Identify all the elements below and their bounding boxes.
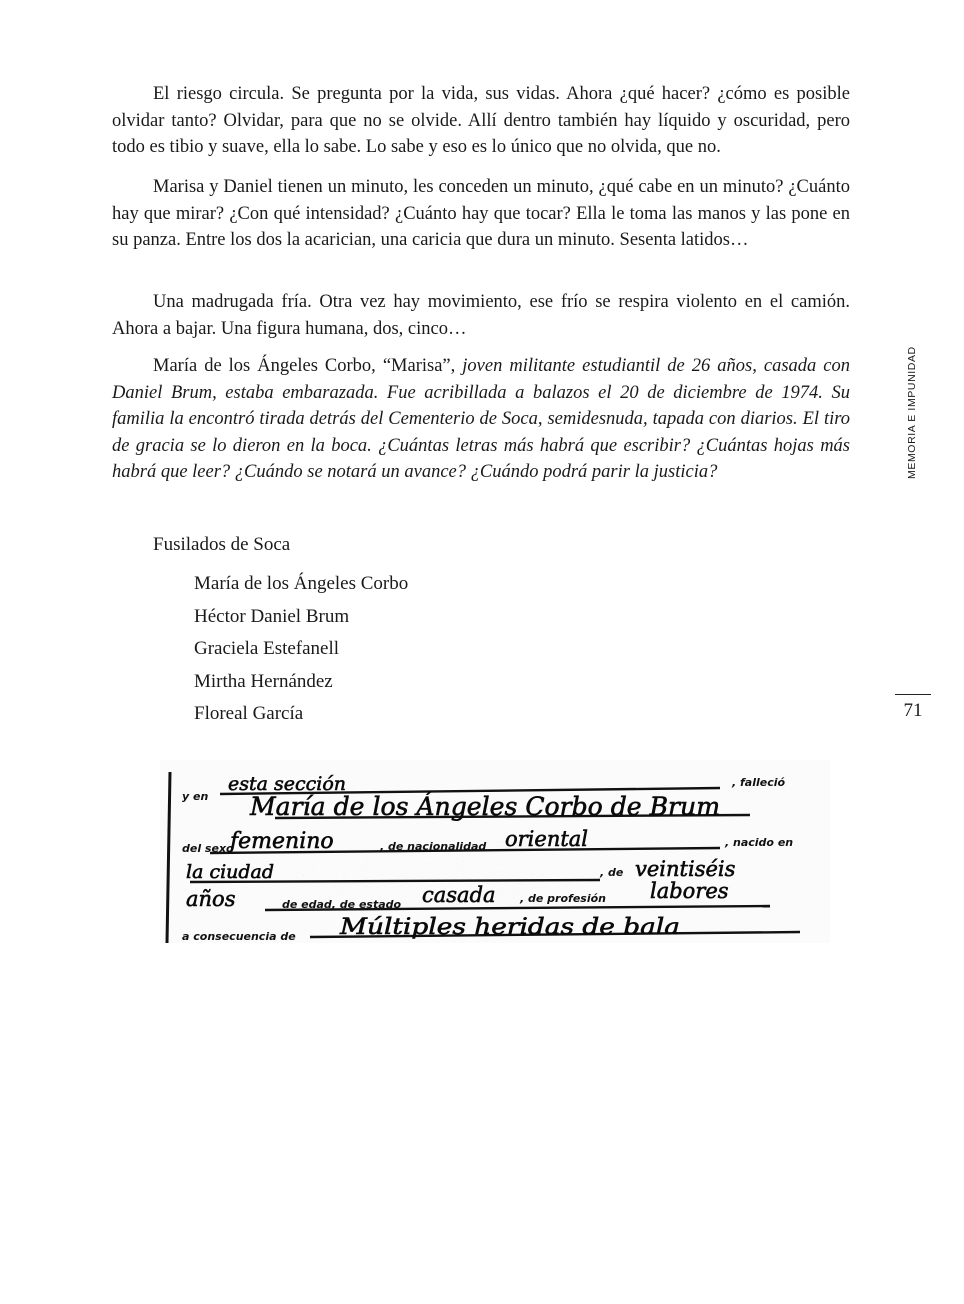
list-item: Mirtha Hernández [194,670,333,692]
handwritten-entry: años [186,887,236,911]
form-label: , nacido en [725,836,794,849]
form-label: , de nacionalidad [380,840,487,853]
death-certificate-scan [160,760,830,943]
list-item: Floreal García [194,703,304,724]
list-heading: Fusilados de Soca [153,534,291,555]
handwritten-entry: veintiséis [635,857,736,881]
form-label: del sexo [182,842,234,855]
handwritten-entry: labores [650,879,729,903]
page-number-rule [895,694,931,695]
form-label: , de [600,866,624,879]
closing-paragraph-italic: joven militante estudiantil de 26 años, casada con Daniel Brum, estaba embarazada. Fue acribillada a balazos el 20 de diciembre de 1974. Su familia la encontró tirada detrás del Cementerio de Soca, semidesnuda, tapada con diarios. El tiro de gracia se lo dieron en la boca. ¿Cuántas letras más habrá que escribir? ¿Cuántas hojas más habrá que leer? ¿Cuándo se notará un avance? ¿Cuándo podrá parir la justicia? [112,356,851,482]
form-label: y en [182,790,209,803]
handwritten-entry: Múltiples heridas de bala [338,915,680,940]
handwritten-entry: oriental [505,827,589,851]
handwritten-entry: femenino [230,829,334,854]
closing-paragraph [112,353,850,486]
form-label: a consecuencia de [182,930,296,943]
form-label: de edad, de estado [282,898,402,911]
list-item: María de los Ángeles Corbo [194,573,409,594]
list-item: Héctor Daniel Brum [194,605,350,627]
handwritten-entry: casada [422,883,496,907]
form-label: , de profesión [520,892,606,905]
closing-paragraph-roman: María de los Ángeles Corbo, “Marisa”, [153,356,456,376]
paragraph: El riesgo circula. Se pregunta por la vida, sus vidas. Ahora ¿qué hacer? ¿cómo es posible olvidar tanto? Olvidar, para que no se olvide. Allí dentro también hay líquido y oscuridad, pero todo es tibio y suave, ella lo sabe. Lo sabe y eso es lo único que no olvida, que no. [112,84,850,157]
running-head: MEMORIA E IMPUNIDAD [906,346,918,479]
death-certificate-image [160,760,830,943]
list-item: Graciela Estefanell [194,638,340,659]
victims-list [194,568,408,731]
handwritten-entry: la ciudad [186,861,275,883]
paragraph: Una madrugada fría. Otra vez hay movimiento, ese frío se respira violento en el camión. Ahora a bajar. Una figura humana, dos, cinco… [112,292,850,339]
page-number: 71 [903,700,923,721]
form-label: , falleció [732,776,786,789]
handwritten-entry: María de los Ángeles Corbo de Brum [248,792,721,821]
handwritten-entry: esta sección [228,773,347,795]
paragraph: Marisa y Daniel tienen un minuto, les conceden un minuto, ¿qué cabe en un minuto? ¿Cuánto hay que mirar? ¿Con qué intensidad? ¿Cuánto hay que tocar? Ella le toma las manos y las pone en su panza. Entre los dos la acarician, una caricia que dura un minuto. Sesenta latidos… [112,177,850,250]
